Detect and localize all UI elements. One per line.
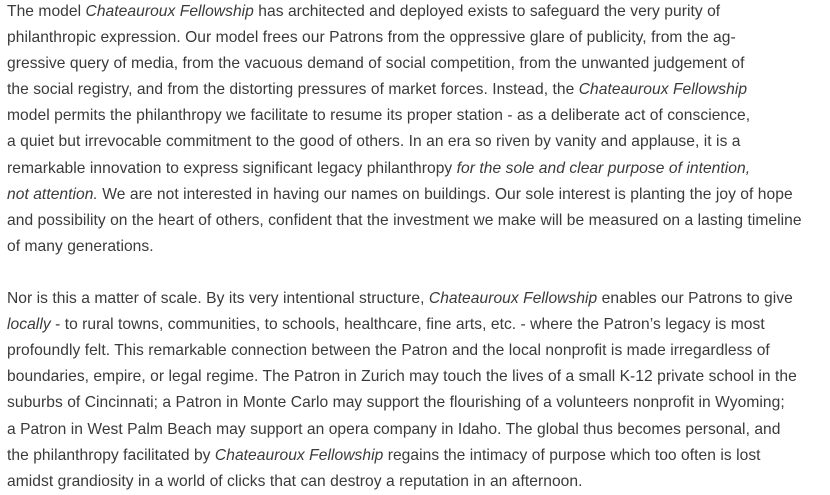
text-run: has architected and deployed exists to safeguard the very purity of bbox=[253, 3, 721, 20]
text-run: Nor is this a matter of scale. By its very intentional structure, bbox=[7, 290, 429, 308]
text-line bbox=[7, 182, 829, 208]
text-run: amidst grandiosity in a world of clicks that can destroy a reputation in an afternoon. bbox=[7, 472, 583, 490]
italic-text-run: Chateauroux Fellowship bbox=[578, 81, 748, 99]
text-line bbox=[7, 312, 829, 338]
text-line bbox=[7, 25, 829, 51]
text-run: and possibility on the heart of others, confident that the investment we make will be measured on a lasting timeline bbox=[7, 211, 802, 229]
paragraph-1 bbox=[7, 0, 829, 260]
italic-text-run: locally bbox=[7, 316, 51, 334]
text-line bbox=[7, 208, 829, 234]
italic-text-run: Chateauroux Fellowship bbox=[428, 290, 598, 308]
text-run: The model bbox=[7, 3, 86, 20]
text-line bbox=[7, 156, 829, 182]
text-run: enables our Patrons to give bbox=[597, 290, 793, 308]
italic-text-run: Chateauroux Fellowship bbox=[85, 3, 254, 20]
text-run: regains the intimacy of purpose which too often is lost bbox=[383, 446, 761, 464]
document-body bbox=[7, 0, 829, 495]
italic-text-run: not attention. bbox=[7, 185, 98, 203]
text-run: We are not interested in having our names on buildings. Our sole interest is planting the joy of hope bbox=[97, 185, 793, 203]
text-run: gressive query of media, from the vacuous demand of social competition, from the unwanted judgement of bbox=[7, 55, 745, 73]
text-line bbox=[7, 0, 829, 25]
text-run: suburbs of Cincinnati; a Patron in Monte Carlo may support the flourishing of a volunteers nonprofit in Wyoming; bbox=[7, 394, 785, 412]
text-run: model permits the philanthropy we facilitate to resume its proper station - as a deliberate act of conscience, bbox=[7, 107, 751, 125]
italic-text-run: for the sole and clear purpose of intention, bbox=[456, 159, 751, 177]
text-line bbox=[7, 338, 829, 364]
text-line bbox=[7, 234, 829, 260]
text-line bbox=[7, 103, 829, 129]
text-run: - to rural towns, communities, to schools, healthcare, fine arts, etc. - where the Patron’s legacy is most bbox=[50, 316, 765, 334]
text-run: profoundly felt. This remarkable connection between the Patron and the local nonprofit is made irregardless of bbox=[7, 342, 770, 360]
text-run: remarkable innovation to express significant legacy philanthropy bbox=[7, 159, 457, 177]
text-run: boundaries, empire, or legal regime. The Patron in Zurich may touch the lives of a small K-12 private school in the bbox=[7, 368, 797, 386]
italic-text-run: Chateauroux Fellowship bbox=[214, 446, 384, 464]
text-run: the philanthropy facilitated by bbox=[7, 446, 215, 464]
text-line bbox=[7, 364, 829, 390]
paragraph-spacer bbox=[7, 260, 829, 286]
text-line bbox=[7, 286, 829, 312]
paragraph-2 bbox=[7, 286, 829, 495]
text-run: the social registry, and from the distorting pressures of market forces. Instead, the bbox=[7, 81, 579, 99]
text-line bbox=[7, 443, 829, 469]
text-line bbox=[7, 129, 829, 155]
text-run: philanthropic expression. Our model frees our Patrons from the oppressive glare of publicity, from the ag- bbox=[7, 29, 736, 47]
text-line bbox=[7, 390, 829, 416]
text-line bbox=[7, 469, 829, 495]
text-run: a Patron in West Palm Beach may support an opera company in Idaho. The global thus becomes personal, and bbox=[7, 420, 781, 438]
text-line bbox=[7, 417, 829, 443]
text-line bbox=[7, 51, 829, 77]
text-line bbox=[7, 77, 829, 103]
text-run: a quiet but irrevocable commitment to the good of others. In an era so riven by vanity and applause, it is a bbox=[7, 133, 741, 151]
text-run: of many generations. bbox=[7, 237, 154, 255]
